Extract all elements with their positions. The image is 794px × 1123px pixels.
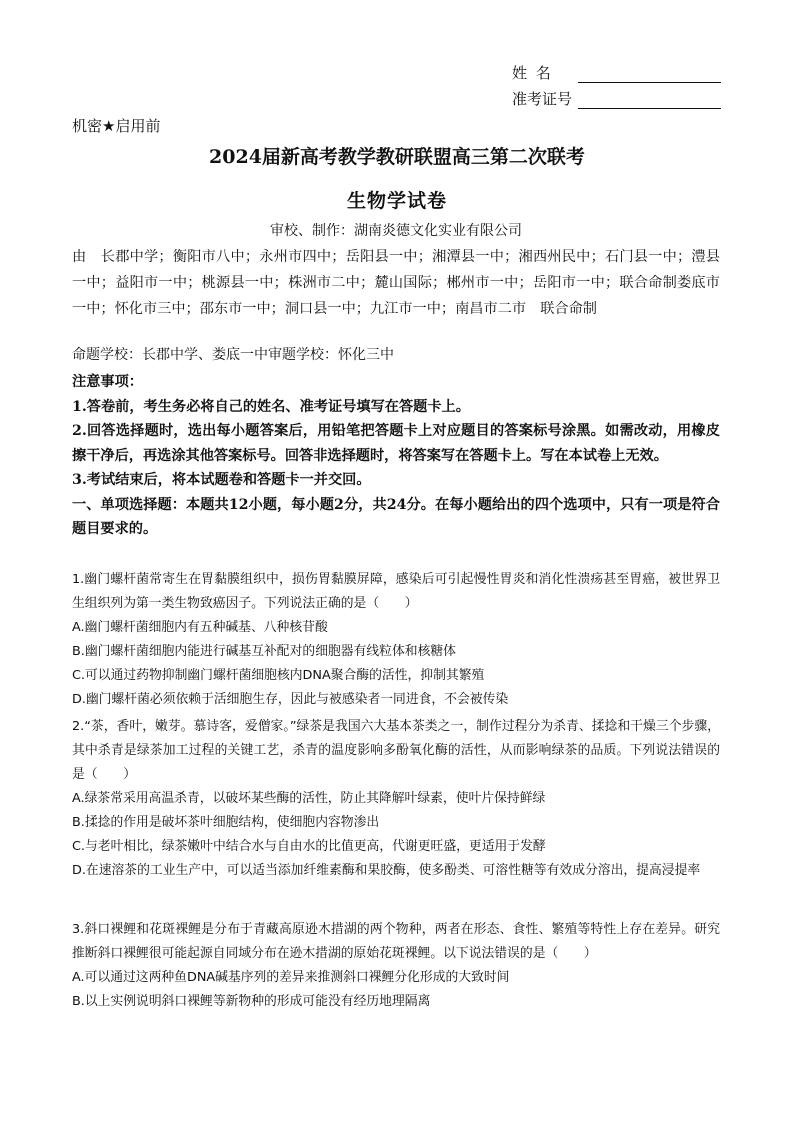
exam-id-blank-line[interactable] <box>578 92 721 109</box>
schools-paragraph: 由 长郡中学；衡阳市八中；永州市四中；岳阳县一中；湘潭县一中；湘西州民中；石门县一中；澧县一中；益阳市一中；桃源县一中；株洲市二中；麓山国际；郴州市一中；岳阳市一中；联合命制娄底市一中；怀化市三中；邵东市一中；洞口县一中；九江市一中；南昌市二市 联合命制 <box>72 249 720 317</box>
question-stem: 2.“茶，香叶，嫩芽。慕诗客，爱僧家。”绿茶是我国六大基本茶类之一，制作过程分为杀青、揉捻和干燥三个步骤，其中杀青是绿茶加工过程的关键工艺，杀青的温度影响多酚氧化酶的活性，从而影响绿茶的品质。下列说法错误的是（ ） <box>72 719 720 782</box>
question-2 <box>72 715 720 883</box>
section-heading: 一、单项选择题：本题共12小题，每小题2分，共24分。在每小题给出的四个选项中，只有一项是符合题目要求的。 <box>72 496 720 537</box>
exam-title: 2024届新高考教学教研联盟高三第二次联考 <box>209 146 585 168</box>
notice-item: 1.答卷前，考生务必将自己的姓名、准考证号填写在答题卡上。 <box>72 398 470 415</box>
notice-heading: 注意事项： <box>72 374 143 390</box>
confidential-mark: 机密★启用前 <box>72 117 161 135</box>
notice-section <box>72 370 720 542</box>
name-blank-line[interactable] <box>578 66 721 83</box>
notice-item: 3.考试结束后，将本试题卷和答题卡一并交回。 <box>72 472 371 488</box>
question-stem: 3.斜口裸鲤和花斑裸鲤是分布于青藏高原逊木措湖的两个物种，两者在形态、食性、繁殖等特性上存在差异。研究推断斜口裸鲤很可能起源自同域分布在逊木措湖的原始花斑裸鲤。以下说法错误的是（ ） <box>72 922 720 961</box>
question-option: D.幽门螺杆菌必须依赖于活细胞生存，因此与被感染者一同进食，不会被传染 <box>72 692 509 707</box>
notice-item: 2.回答选择题时，选出每小题答案后，用铅笔把答题卡上对应题目的答案标号涂黑。如需改动，用橡皮擦干净后，再选涂其他答案标号。回答非选择题时，将答案写在答题卡上。写在本试卷上无效。 <box>72 423 720 464</box>
question-option: C.与老叶相比，绿茶嫩叶中结合水与自由水的比值更高，代谢更旺盛，更适用于发酵 <box>72 839 546 854</box>
proposer-line: 命题学校：长郡中学、娄底一中审题学校：怀化三中 <box>72 347 394 363</box>
question-stem: 1.幽门螺杆菌常寄生在胃黏膜组织中，损伤胃黏膜屏障，感染后可引起慢性胃炎和消化性溃疡甚至胃癌，被世界卫生组织列为第一类生物致癌因子。下列说法正确的是（ ） <box>72 572 720 611</box>
question-option: A.幽门螺杆菌细胞内有五种碱基、八种核苷酸 <box>72 620 328 635</box>
exam-id-field[interactable] <box>512 88 721 109</box>
maker-line: 审校、制作：湖南炎德文化实业有限公司 <box>270 223 522 239</box>
question-option: C.可以通过药物抑制幽门螺杆菌细胞核内DNA聚合酶的活性，抑制其繁殖 <box>72 668 485 683</box>
question-option: B.幽门螺杆菌细胞内能进行碱基互补配对的细胞器有线粒体和核糖体 <box>72 644 456 659</box>
question-3 <box>72 918 720 1014</box>
name-field[interactable] <box>512 62 721 83</box>
question-option: D.在速溶茶的工业生产中，可以适当添加纤维素酶和果胶酶，使多酚类、可溶性糖等有效成分溶出，提高浸提率 <box>72 863 701 878</box>
name-label: 姓 名 <box>512 64 553 82</box>
subject-title: 生物学试卷 <box>346 190 447 212</box>
question-1 <box>72 568 720 712</box>
question-option: A.绿茶常采用高温杀青，以破坏某些酶的活性，防止其降解叶绿素，使叶片保持鲜绿 <box>72 791 546 806</box>
exam-id-label: 准考证号 <box>512 90 573 108</box>
question-option: B.揉捻的作用是破坏茶叶细胞结构，使细胞内容物渗出 <box>72 815 380 830</box>
question-option: A.可以通过这两种鱼DNA碱基序列的差异来推测斜口裸鲤分化形成的大致时间 <box>72 970 510 985</box>
question-option: B.以上实例说明斜口裸鲤等新物种的形成可能没有经历地理隔离 <box>72 994 431 1009</box>
